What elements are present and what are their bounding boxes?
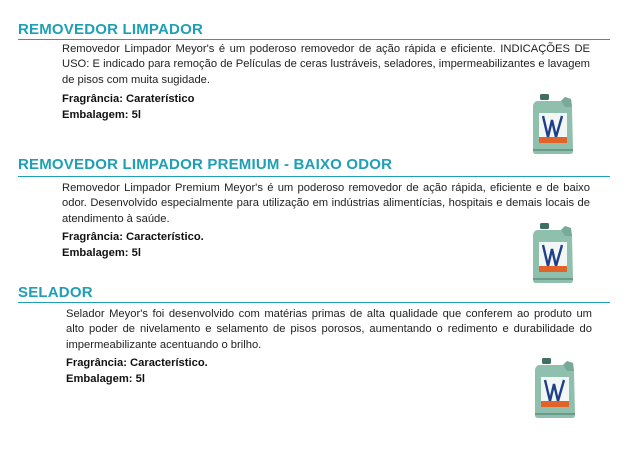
product-fragrance: Fragrância: Característico. [62, 231, 204, 243]
detergent-jug-icon [531, 93, 575, 155]
product-packaging: Embalagem: 5l [62, 247, 141, 259]
product-title: REMOVEDOR LIMPADOR [18, 21, 203, 38]
product-description [66, 307, 592, 353]
product-fragrance: Fragrância: Característico. [66, 357, 208, 369]
section-divider [18, 176, 610, 177]
product-description [62, 181, 590, 227]
product-packaging: Embalagem: 5l [62, 109, 141, 121]
section-divider [18, 302, 610, 303]
product-description [62, 42, 590, 88]
detergent-jug-icon [533, 357, 577, 419]
detergent-jug-icon [531, 222, 575, 284]
product-title: REMOVEDOR LIMPADOR PREMIUM - BAIXO ODOR [18, 156, 393, 173]
product-packaging: Embalagem: 5l [66, 373, 145, 385]
section-divider [18, 39, 610, 40]
product-description-text: Removedor Limpador Meyor's é um poderoso removedor de ação rápida e eficiente. INDICAÇÕES DE USO: E indicado para remoção de Películas de ceras lustráveis, seladores, impermeabilizantes e lavagem de pisos com muita sugidade. [62, 43, 590, 86]
product-description-text: Selador Meyor's foi desenvolvido com matérias primas de alta qualidade que conferem ao produto um alto poder de nivelamento e selamento de pisos porosos, aumentando o redimento e durabilidade do impermeabilizante acentuando o brilho. [66, 308, 592, 351]
product-fragrance: Fragrância: Caraterístico [62, 93, 195, 105]
product-title: SELADOR [18, 284, 93, 301]
product-description-text: Removedor Limpador Premium Meyor's é um poderoso removedor de ação rápida, eficiente e de baixo odor. Desenvolvido especialmente para utilização em indústrias alimentícias, hospitais e demais locais de atendimento à saúde. [62, 182, 590, 225]
